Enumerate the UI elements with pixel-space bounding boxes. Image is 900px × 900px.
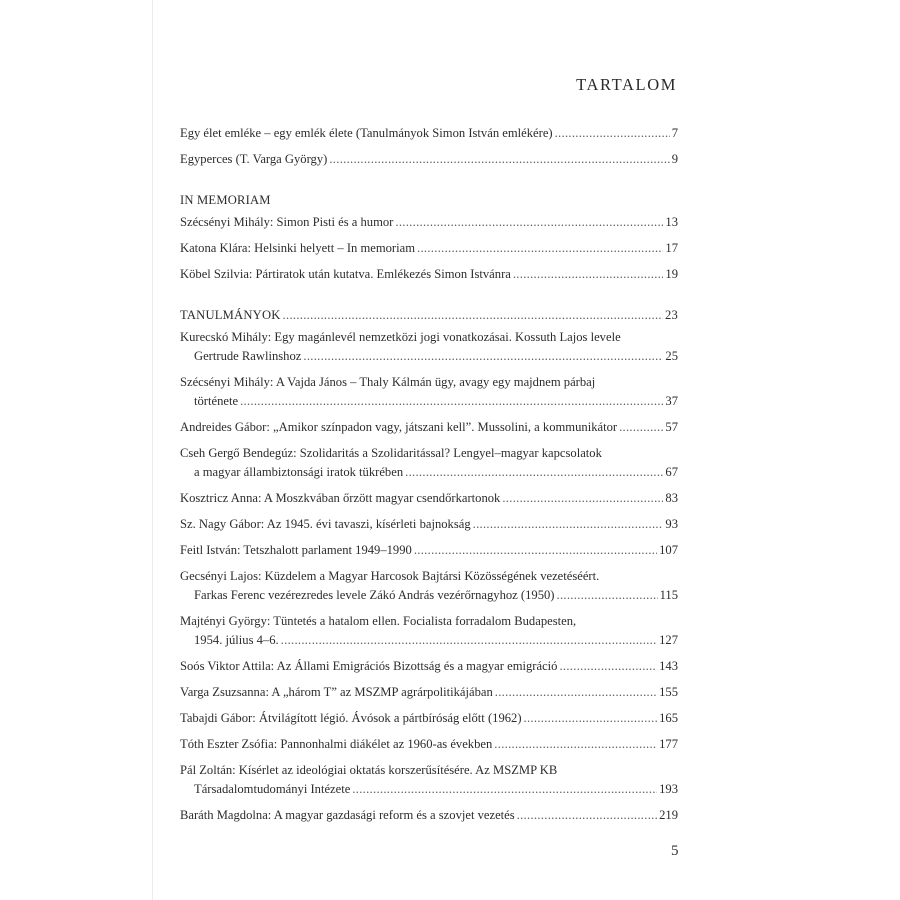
toc-entry-line xyxy=(180,489,678,508)
toc-entry-line xyxy=(180,761,678,780)
toc-entry-line xyxy=(180,586,678,605)
dot-leader xyxy=(494,735,657,754)
page-title: TARTALOM xyxy=(576,75,677,95)
toc-page-number: 17 xyxy=(665,241,678,255)
toc-entry[interactable] xyxy=(180,489,678,508)
toc-page-number: 219 xyxy=(659,808,678,822)
dot-leader xyxy=(405,463,663,482)
toc-section-title: TANULMÁNYOK xyxy=(180,308,281,322)
toc-entry-text: Andreides Gábor: „Amikor színpadon vagy, játszani kell”. Mussolini, a kommunikátor xyxy=(180,420,618,434)
toc-entry-line xyxy=(180,806,678,825)
toc-entry[interactable] xyxy=(180,541,678,560)
toc-page-number: 165 xyxy=(659,711,678,725)
toc-entry-text: Kosztricz Anna: A Moszkvában őrzött magyar csendőrkartonok xyxy=(180,491,501,505)
toc-entry-line xyxy=(180,683,678,702)
toc-entry[interactable] xyxy=(180,761,678,799)
toc-entry-line xyxy=(180,265,678,284)
dot-leader xyxy=(517,806,657,825)
toc-entry[interactable] xyxy=(180,567,678,605)
toc-entry-line xyxy=(180,213,678,232)
dot-leader xyxy=(513,265,664,284)
toc-entry[interactable] xyxy=(180,515,678,534)
dot-leader xyxy=(395,213,663,232)
toc-entry-text: a magyar állambiztonsági iratok tükrében xyxy=(194,465,404,479)
toc-page-number: 67 xyxy=(665,465,678,479)
toc-entry-text: Tabajdi Gábor: Átvilágított légió. Ávósok a pártbíróság előtt (1962) xyxy=(180,711,522,725)
toc-entry[interactable] xyxy=(180,418,678,437)
dot-leader xyxy=(283,306,663,325)
toc-entry-line xyxy=(180,735,678,754)
dot-leader xyxy=(559,657,657,676)
toc-section-heading xyxy=(180,191,678,210)
toc-entry-text: Társadalomtudományi Intézete xyxy=(194,782,351,796)
dot-leader xyxy=(502,489,663,508)
dot-leader xyxy=(329,150,669,169)
dot-leader xyxy=(557,586,658,605)
toc-entry[interactable] xyxy=(180,150,678,169)
toc-entry-text: Kurecskó Mihály: Egy magánlevél nemzetközi jogi vonatkozásai. Kossuth Lajos levele xyxy=(180,330,621,344)
dot-leader xyxy=(495,683,657,702)
toc-entry-line xyxy=(180,239,678,258)
dot-leader xyxy=(414,541,657,560)
toc-entry-line xyxy=(180,567,678,586)
toc-entry-text: Gecsényi Lajos: Küzdelem a Magyar Harcosok Bajtársi Közösségének vezetéséért. xyxy=(180,569,600,583)
toc-entry[interactable] xyxy=(180,213,678,232)
toc-entry-text: Baráth Magdolna: A magyar gazdasági reform és a szovjet vezetés xyxy=(180,808,515,822)
toc-page-number: 93 xyxy=(665,517,678,531)
toc-page-number: 37 xyxy=(665,394,678,408)
toc-entry-line xyxy=(180,392,678,411)
table-of-contents xyxy=(180,124,678,832)
toc-entry-line xyxy=(180,328,678,347)
toc-page-number: 13 xyxy=(665,215,678,229)
toc-entry[interactable] xyxy=(180,265,678,284)
toc-entry-text: Sz. Nagy Gábor: Az 1945. évi tavaszi, kísérleti bajnokság xyxy=(180,517,471,531)
toc-page-number: 107 xyxy=(659,543,678,557)
toc-section-title: IN MEMORIAM xyxy=(180,193,271,207)
toc-page-number: 7 xyxy=(671,126,678,140)
toc-entry-text: Soós Viktor Attila: Az Állami Emigrációs Bizottság és a magyar emigráció xyxy=(180,659,558,673)
toc-entry[interactable] xyxy=(180,444,678,482)
toc-entry-text: Szécsényi Mihály: A Vajda János – Thaly Kálmán ügy, avagy egy majdnem párbaj xyxy=(180,375,596,389)
toc-page-number: 155 xyxy=(659,685,678,699)
toc-entry-text: Egyperces (T. Varga György) xyxy=(180,152,328,166)
toc-entry[interactable] xyxy=(180,657,678,676)
toc-entry[interactable] xyxy=(180,683,678,702)
toc-entry-text: Farkas Ferenc vezérezredes levele Zákó András vezérőrnagyhoz (1950) xyxy=(194,588,555,602)
toc-entry-line xyxy=(180,463,678,482)
dot-leader xyxy=(303,347,663,366)
toc-entry[interactable] xyxy=(180,806,678,825)
toc-entry-line xyxy=(180,150,678,169)
dot-leader xyxy=(240,392,663,411)
toc-entry-text: 1954. július 4–6. xyxy=(194,633,279,647)
toc-entry[interactable] xyxy=(180,239,678,258)
dot-leader xyxy=(555,124,670,143)
toc-entry[interactable] xyxy=(180,612,678,650)
toc-page-number: 25 xyxy=(665,349,678,363)
toc-page-number: 23 xyxy=(665,308,678,322)
page-number: 5 xyxy=(671,843,679,859)
toc-entry[interactable] xyxy=(180,709,678,728)
toc-entry-text: Tóth Eszter Zsófia: Pannonhalmi diákélet az 1960-as években xyxy=(180,737,493,751)
toc-page-number: 19 xyxy=(665,267,678,281)
page-edge xyxy=(152,0,153,900)
dot-leader xyxy=(524,709,658,728)
toc-entry-line xyxy=(180,124,678,143)
toc-entry[interactable] xyxy=(180,124,678,143)
toc-entry-line xyxy=(180,541,678,560)
toc-entry-line xyxy=(180,373,678,392)
dot-leader xyxy=(417,239,663,258)
toc-page-number: 127 xyxy=(659,633,678,647)
toc-page-number: 115 xyxy=(659,588,678,602)
toc-entry-text: Feitl István: Tetszhalott parlament 1949–1990 xyxy=(180,543,412,557)
toc-entry-text: Gertrude Rawlinshoz xyxy=(194,349,302,363)
toc-entry[interactable] xyxy=(180,735,678,754)
toc-entry-line xyxy=(180,418,678,437)
toc-entry-text: Szécsényi Mihály: Simon Pisti és a humor xyxy=(180,215,394,229)
toc-entry-text: Katona Klára: Helsinki helyett – In memoriam xyxy=(180,241,416,255)
toc-entry-line xyxy=(180,612,678,631)
toc-entry-text: Köbel Szilvia: Pártiratok után kutatva. Emlékezés Simon Istvánra xyxy=(180,267,511,281)
toc-page-number: 177 xyxy=(659,737,678,751)
toc-entry-line xyxy=(180,631,678,650)
toc-page-number: 83 xyxy=(665,491,678,505)
toc-page-number: 9 xyxy=(671,152,678,166)
dot-leader xyxy=(281,631,657,650)
toc-entry-text: Varga Zsuzsanna: A „három T” az MSZMP agrárpolitikájában xyxy=(180,685,493,699)
toc-page-number: 57 xyxy=(665,420,678,434)
toc-entry-line xyxy=(180,780,678,799)
dot-leader xyxy=(352,780,657,799)
toc-entry-text: Majtényi György: Tüntetés a hatalom ellen. Focialista forradalom Budapesten, xyxy=(180,614,577,628)
toc-entry-line xyxy=(180,515,678,534)
toc-page-number: 193 xyxy=(659,782,678,796)
dot-leader xyxy=(473,515,664,534)
toc-entry-line xyxy=(180,709,678,728)
toc-entry-text: Cseh Gergő Bendegúz: Szolidaritás a Szolidaritással? Lengyel–magyar kapcsolatok xyxy=(180,446,602,460)
toc-entry-line xyxy=(180,444,678,463)
toc-entry-text: története xyxy=(194,394,239,408)
toc-entry[interactable] xyxy=(180,328,678,366)
dot-leader xyxy=(619,418,663,437)
toc-entry-text: Pál Zoltán: Kísérlet az ideológiai oktatás korszerűsítésére. Az MSZMP KB xyxy=(180,763,558,777)
toc-entry-line xyxy=(180,657,678,676)
toc-section-heading xyxy=(180,306,678,325)
toc-entry-text: Egy élet emléke – egy emlék élete (Tanulmányok Simon István emlékére) xyxy=(180,126,553,140)
toc-page-number: 143 xyxy=(659,659,678,673)
toc-entry-line xyxy=(180,347,678,366)
toc-entry[interactable] xyxy=(180,373,678,411)
